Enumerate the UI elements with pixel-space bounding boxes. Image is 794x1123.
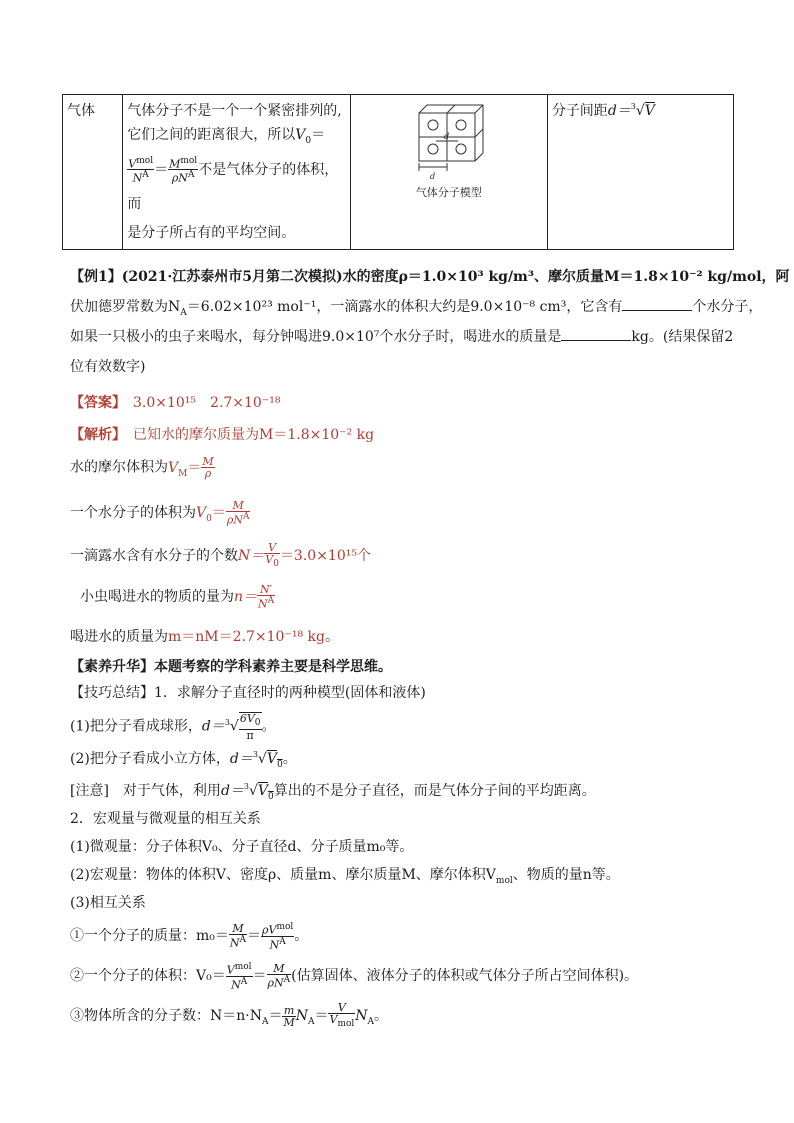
label-d-inner: d xyxy=(443,132,449,141)
example-1-line-2: 伏加德罗常数为$N_A=6.02\times 10^{23}$ mol⁻¹，一滴露水的体积大约是9.0×10⁻⁸ cm³，它含有 个水分子， xyxy=(70,299,763,318)
gas-table xyxy=(62,94,734,250)
analysis-line-6: 喝进水的质量为m＝nM＝2.7×10⁻¹⁸ kg。 xyxy=(70,629,339,645)
label-d-outer: d xyxy=(429,172,435,181)
cell-description xyxy=(123,95,351,250)
relation-2: ②一个分子的体积：V₀＝ $\frac{V^{mol}}{N^A}$ ＝ $\frac{M}{\rho N^A}$ (估算固体、液体分子的体积或气体分子所占空间体积)。 xyxy=(70,962,639,992)
answer-blank-1[interactable] xyxy=(622,298,692,311)
state-label: 气体 xyxy=(67,103,95,119)
relation-1: ①一个分子的质量：m₀＝ $\frac{M}{N^A}$ ＝ $\frac{\rho V^{mol}}{N^A}$ 。 xyxy=(70,922,309,952)
cell-state xyxy=(63,95,123,250)
desc-line-2: 它们之间的距离很大，所以$V_0=$ xyxy=(127,127,326,146)
skill-sphere-model: (1)把分子看成球形，d＝$^3$√ $\frac{6V_0}{\pi}$ 。 xyxy=(70,712,276,743)
example-1-line-1: 【例1】(2021·江苏泰州市5月第二次模拟)水的密度ρ＝1.0×10³ kg/m³、摩尔质量M＝1.8×10⁻² kg/mol，阿 xyxy=(70,269,790,285)
skill-cube-model: (2)把分子看成小立方体，$d=^3√V_0$。 xyxy=(70,750,297,770)
skill-note: [注意] 对于气体，利用$d=^3√V_0$算出的不是分子直径，而是气体分子间的平均距离。 xyxy=(70,782,596,802)
micro-quantities: (1)微观量：分子体积V₀、分子直径d、分子质量m₀等。 xyxy=(70,839,414,855)
skills-title-2: 2．宏观量与微观量的相互关系 xyxy=(70,811,261,827)
example-1-line-3: 如果一只极小的虫子来喝水，每分钟喝进9.0×10⁷个水分子时，喝进水的质量是 kg。(结果保留2 xyxy=(70,329,734,345)
cell-formula: 分子间距d＝$^3$√V xyxy=(547,95,733,250)
desc-line-1: 气体分子不是一个一个紧密排列的, xyxy=(127,103,342,119)
skills-title: 【技巧总结】1．求解分子直径时的两种模型(固体和液体) xyxy=(70,685,426,701)
suyang-line: 【素养升华】本题考察的学科素养主要是科学思维。 xyxy=(70,659,392,675)
analysis-line-4: 一滴露水含有水分子的个数N＝ $\frac{V}{V_0}$ ＝3.0×10¹⁵个 xyxy=(70,541,371,570)
figure-caption: 气体分子模型 xyxy=(415,186,482,199)
macro-quantities: (2)宏观量：物体的体积V、密度ρ、质量m、摩尔质量M、摩尔体积$V_{mol}$、物质的量n等。 xyxy=(70,867,620,886)
example-1-line-4: 位有效数字) xyxy=(70,359,146,375)
table-row xyxy=(63,95,734,250)
analysis-line-2: 水的摩尔体积为$V_M=$ $\frac{M}{\rho}$ xyxy=(70,455,214,480)
analysis-line-5: 小虫喝进水的物质的量为n＝ $\frac{N'}{N^A}$ xyxy=(80,583,275,611)
fraction-mmol-rhona: $\frac{M^{mol}}{\rho N^A}$ xyxy=(169,155,198,185)
fraction-vmol-na: $\frac{V^{mol}}{N^A}$ xyxy=(128,155,154,185)
desc-line-5: 是分子所占有的平均空间。 xyxy=(127,224,296,241)
analysis-line-3: 一个水分子的体积为$V_0=$ $\frac{M}{\rho N^A}$ xyxy=(70,499,250,527)
answer-blank-2[interactable] xyxy=(561,328,631,341)
analysis-line-1: 【解析】 已知水的摩尔质量为M＝1.8×10⁻² kg xyxy=(70,427,375,443)
answer-line: 【答案】 3.0×10¹⁵ 2.7×10⁻¹⁸ xyxy=(70,395,281,411)
relations-title: (3)相互关系 xyxy=(70,895,146,911)
cell-model-figure xyxy=(350,95,547,250)
relation-3: ③物体所含的分子数：$N=n\cdot N_A=$ $\frac{m}{M}$ $N_A=$ $\frac{V}{V_{mol}}$ $N_A$。 xyxy=(70,1001,389,1030)
desc-line-3: $\frac{V^{mol}}{N^A}$ ＝ $\frac{M^{mol}}{\rho N^A}$ 不是气体分子的体积，而 xyxy=(127,155,339,212)
gas-molecule-model-figure xyxy=(409,101,489,183)
